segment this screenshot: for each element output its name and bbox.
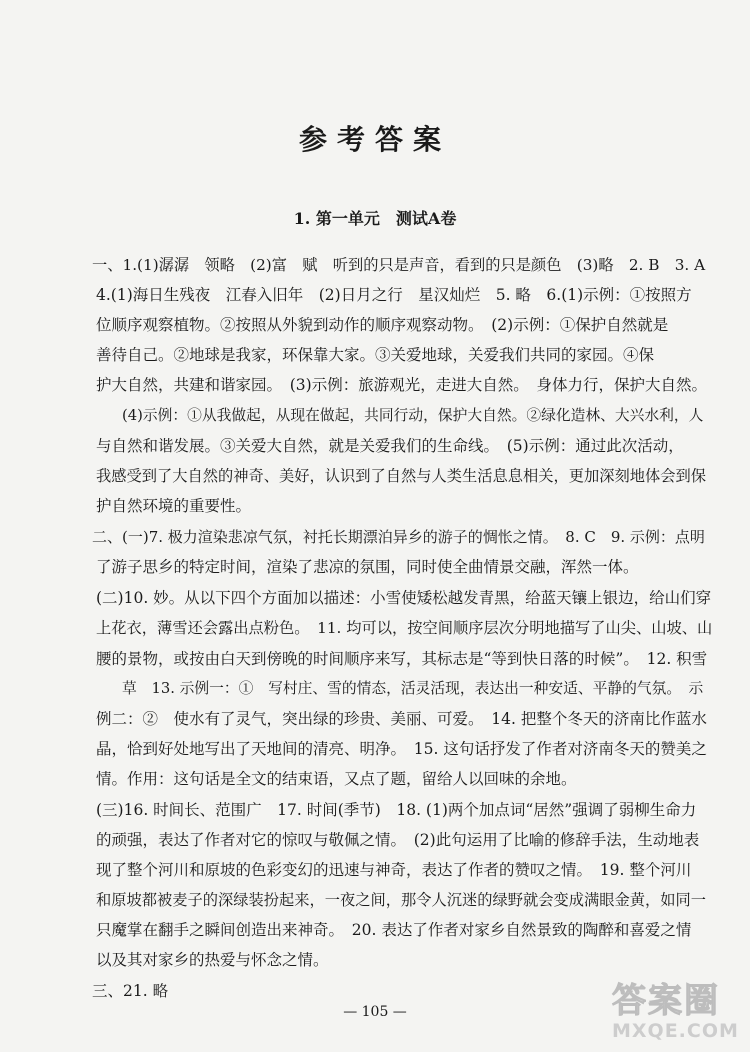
page-title: 参考答案 (298, 123, 451, 156)
answer-line: 善待自己。②地球是我家，环保靠大家。③关爱地球，关爱我们共同的家园。④保 (96, 346, 655, 364)
answer-line: 三、21. 略 (92, 982, 169, 1000)
answer-line: 现了整个河川和原坡的色彩变幻的迅速与神奇，表达了作者的赞叹之情。 19. 整个河川 (96, 861, 692, 879)
section-title: 1. 第一单元 测试A卷 (293, 209, 457, 228)
answer-line: 一、1.(1)潺潺 领略 (2)富 赋 听到的只是声音，看到的只是颜色 (3)略 2. B 3. A (92, 256, 706, 274)
watermark-logo-text: 答案圈 (612, 981, 720, 1021)
answer-line: 只魔掌在翻手之瞬间创造出来神奇。 20. 表达了作者对家乡自然景致的陶醉和喜爱之情 (96, 921, 692, 939)
answer-line: 情。作用：这句话是全文的结束语，又点了题，留给人以回味的余地。 (96, 770, 577, 788)
answer-line: 4.(1)海日生残夜 江春入旧年 (2)日月之行 星汉灿烂 5. 略 6.(1)示例：①按照方 (96, 286, 692, 304)
answer-line: 位顺序观察植物。②按照从外貌到动作的顺序观察动物。 (2)示例：①保护自然就是 (96, 316, 669, 334)
answer-line: 与自然和谐发展。③关爱大自然，就是关爱我们的生命线。 (5)示例：通过此次活动， (96, 437, 684, 455)
answer-line: 晶，恰到好处地写出了天地间的清亮、明净。 15. 这句话抒发了作者对济南冬天的赞美之 (96, 740, 707, 758)
answer-line: 的顽强，表达了作者对它的惊叹与敬佩之情。 (2)此句运用了比喻的修辞手法，生动地表 (96, 831, 700, 849)
answer-line: 我感受到了大自然的神奇、美好，认识到了自然与人类生活息息相关，更加深刻地体会到保 (96, 467, 706, 485)
answer-line: 以及其对家乡的热爱与怀念之情。 (96, 951, 329, 969)
answer-line: 腰的景物，或按由白天到傍晚的时间顺序来写，其标志是“等到快日落的时候”。 12. 积雪 (96, 650, 708, 668)
answer-line: 和原坡都被麦子的深绿装扮起来，一夜之间，那令人沉迷的绿野就会变成满眼金黄，如同一 (96, 891, 706, 909)
answer-line: 例二：② 使水有了灵气，突出绿的珍贵、美丽、可爱。 14. 把整个冬天的济南比作蓝水 (96, 710, 707, 728)
answer-line: 草 13. 示例一：① 写村庄、雪的情态，活灵活现，表达出一种安适、平静的气氛。 示 (122, 680, 704, 697)
answer-line: 护大自然，共建和谐家园。 (3)示例：旅游观光，走进大自然。 身体力行，保护大自然。 (96, 376, 707, 394)
page-number: — 105 — (343, 1004, 407, 1020)
answer-line: 护自然环境的重要性。 (96, 497, 252, 515)
answer-line: 了游子思乡的特定时间，渲染了悲凉的氛围，同时使全曲情景交融，浑然一体。 (96, 558, 639, 576)
watermark-url: MXQE.COM (612, 1020, 739, 1042)
answer-line: (二)10. 妙。从以下四个方面加以描述：小雪使矮松越发青黑，给蓝天镶上银边，给山们穿 (96, 589, 712, 607)
answer-line: (4)示例：①从我做起，从现在做起，共同行动，保护大自然。②绿化造林、大兴水利，人 (122, 407, 704, 424)
answer-line: (三)16. 时间长、范围广 17. 时间(季节) 18. (1)两个加点词“居然”强调了弱柳生命力 (96, 801, 697, 819)
answer-line: 上花衣，薄雪还会露出点粉色。 11. 均可以，按空间顺序层次分明地描写了山尖、山坡、山 (96, 619, 713, 637)
answer-line: 二、(一)7. 极力渲染悲凉气氛，衬托长期漂泊异乡的游子的惆怅之情。 8. C 9. 示例：点明 (92, 528, 705, 546)
watermark-logo (612, 982, 742, 1048)
